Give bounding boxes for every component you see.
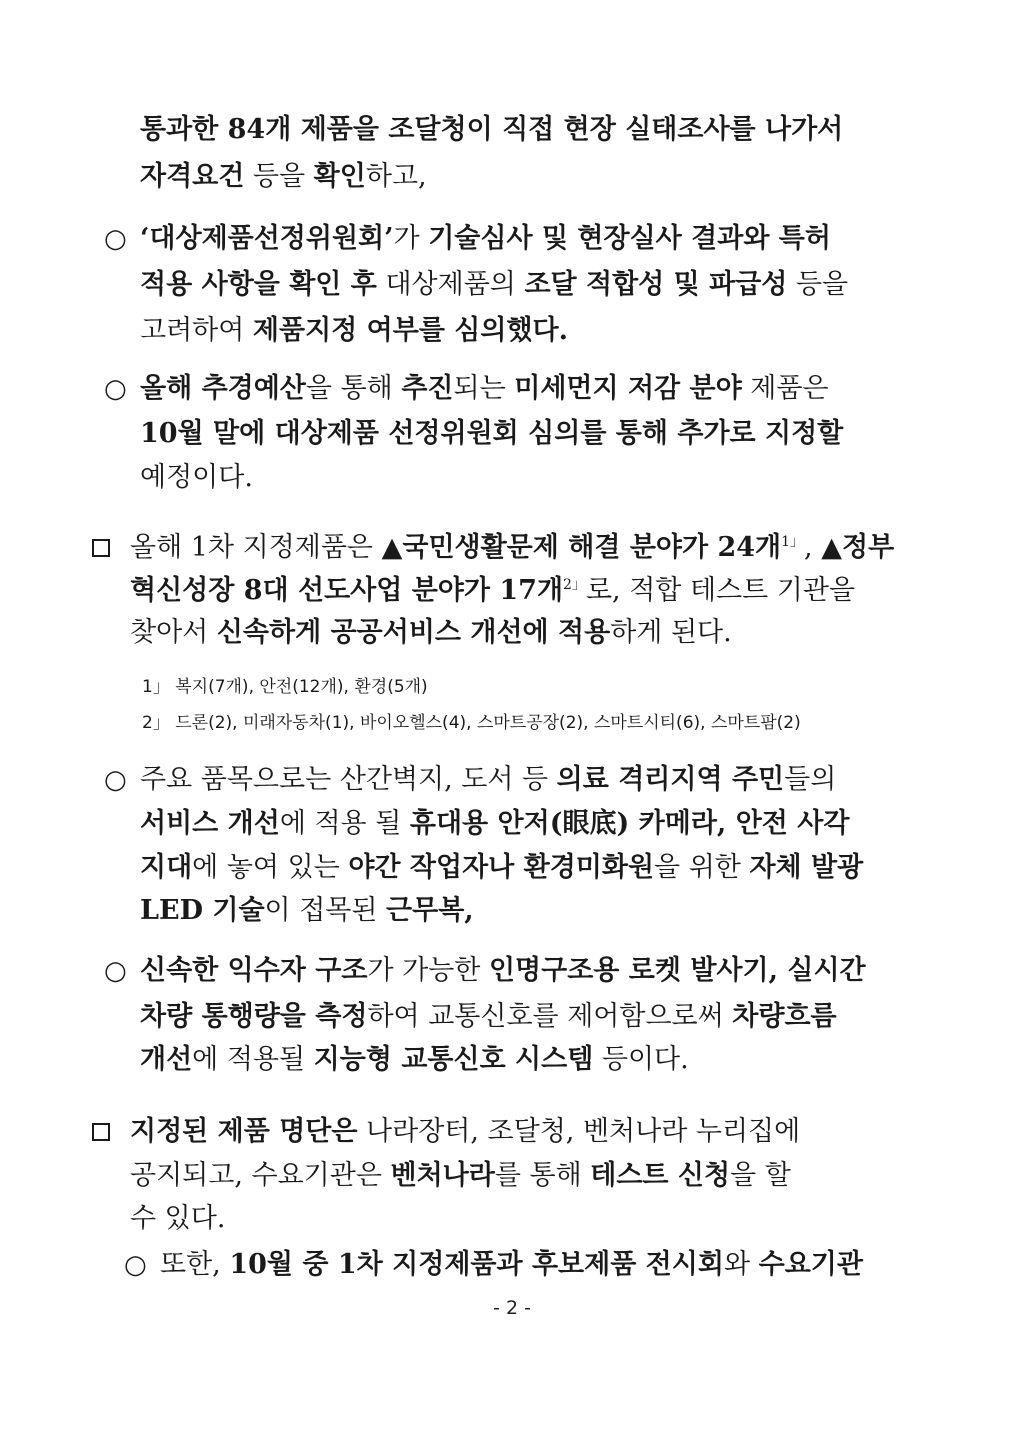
paragraph-line bbox=[130, 528, 894, 568]
text-run: 에 적용될 bbox=[192, 1044, 314, 1075]
text-run: 들의 bbox=[784, 764, 837, 795]
bold-text-run: 올해 추경예산 bbox=[140, 373, 306, 404]
paragraph-line bbox=[140, 265, 848, 305]
bold-text-run: 기술심사 및 현장실사 결과와 특허 bbox=[428, 223, 831, 254]
paragraph-line bbox=[140, 458, 253, 498]
bold-text-run: 미세먼지 저감 분야 bbox=[514, 373, 742, 404]
bold-text-run: 휴대용 안저(眼底) 카메라, 안전 사각 bbox=[409, 808, 850, 839]
bold-text-run: 근무복, bbox=[386, 895, 474, 926]
circle-bullet-icon: ○ bbox=[104, 224, 127, 254]
footnote: 1」 복지(7개), 안전(12개), 환경(5개) bbox=[142, 677, 428, 697]
bold-text-run: 의료 격리지역 주민 bbox=[556, 764, 785, 795]
circle-bullet-icon: ○ bbox=[104, 956, 127, 986]
bold-text-run: 통과한 84개 제품을 조달청이 직접 현장 실태조사를 나가서 bbox=[140, 114, 844, 145]
paragraph-line bbox=[140, 760, 836, 800]
text-run: 주요 품목으로는 산간벽지, 도서 등 bbox=[140, 764, 557, 795]
text-run: 제품은 bbox=[741, 373, 829, 404]
bold-text-run: 혁신성장 8대 선도사업 분야가 17개 bbox=[130, 575, 564, 606]
bold-text-run: 수요기관 bbox=[758, 1249, 863, 1280]
text-run: 예정이다. bbox=[140, 462, 253, 493]
paragraph-line bbox=[140, 804, 849, 844]
paragraph-line bbox=[130, 613, 732, 653]
text-run: 고려하여 bbox=[140, 315, 253, 346]
text-run: 등을 bbox=[244, 161, 314, 192]
square-bullet-icon bbox=[92, 539, 110, 557]
paragraph-line bbox=[130, 571, 855, 611]
paragraph-line bbox=[140, 157, 427, 197]
text-run: 대상제품의 bbox=[376, 269, 525, 300]
circle-bullet-icon: ○ bbox=[104, 374, 127, 404]
bold-text-run: ▲국민생활문제 해결 분야가 24개 bbox=[381, 532, 782, 563]
text-run: 을 할 bbox=[730, 1160, 791, 1191]
text-run: 수 있다. bbox=[130, 1203, 226, 1234]
bold-text-run: 차량 통행량을 측정 bbox=[140, 1001, 368, 1032]
footnote-ref: 2」 bbox=[563, 577, 586, 593]
text-run: 와 bbox=[723, 1249, 759, 1280]
paragraph-line bbox=[140, 219, 831, 259]
text-run: 에 적용 될 bbox=[279, 808, 410, 839]
bold-text-run: 10월 중 1차 지정제품과 후보제품 전시회 bbox=[229, 1249, 724, 1280]
bold-text-run: 신속하게 공공서비스 개선에 적용 bbox=[216, 617, 611, 648]
text-run: 가 bbox=[393, 223, 429, 254]
text-run: 하여 교통신호를 제어함으로써 bbox=[367, 1001, 733, 1032]
paragraph-line bbox=[160, 1245, 863, 1285]
text-run: , bbox=[804, 532, 822, 563]
paragraph-line bbox=[140, 891, 474, 931]
bold-text-run: 자격요건 bbox=[140, 161, 245, 192]
text-run: 하고, bbox=[365, 161, 427, 192]
bold-text-run: 적용 사항을 확인 후 bbox=[140, 269, 377, 300]
paragraph-line bbox=[140, 110, 843, 150]
bold-text-run: 추진 bbox=[401, 373, 454, 404]
paragraph-line bbox=[130, 1112, 800, 1152]
text-run: 또한, bbox=[160, 1249, 230, 1280]
square-bullet-icon bbox=[92, 1123, 110, 1141]
paragraph-line bbox=[140, 311, 568, 351]
text-run: 을 위한 bbox=[654, 852, 750, 883]
paragraph-line bbox=[140, 848, 863, 888]
text-run: 로, 적합 테스트 기관을 bbox=[585, 575, 856, 606]
paragraph-line bbox=[130, 1156, 791, 1196]
bold-text-run: 지정된 제품 명단은 bbox=[130, 1116, 358, 1147]
text-run: 되는 bbox=[453, 373, 515, 404]
bold-text-run: 조달 적합성 및 파급성 bbox=[524, 269, 788, 300]
paragraph-line bbox=[140, 369, 829, 409]
paragraph-line bbox=[130, 1199, 225, 1239]
circle-bullet-icon: ○ bbox=[104, 765, 127, 795]
text-run: 하게 된다. bbox=[610, 617, 732, 648]
bold-text-run: LED 기술 bbox=[140, 895, 265, 926]
bold-text-run: 확인 bbox=[313, 161, 366, 192]
text-run: 등을 bbox=[787, 269, 849, 300]
paragraph-line bbox=[140, 1040, 689, 1080]
paragraph-line bbox=[140, 414, 843, 454]
text-run: 를 통해 bbox=[494, 1160, 591, 1191]
page-number: - 2 - bbox=[493, 1297, 531, 1319]
paragraph-line bbox=[140, 997, 837, 1037]
text-run: 을 통해 bbox=[305, 373, 402, 404]
footnote: 2」 드론(2), 미래자동차(1), 바이오헬스(4), 스마트공장(2), 스마트시티(6), 스마트팜(2) bbox=[142, 713, 801, 733]
text-run: 찾아서 bbox=[130, 617, 217, 648]
bold-text-run: 차량흐름 bbox=[732, 1001, 837, 1032]
bold-text-run: ‘대상제품선정위원회’ bbox=[140, 223, 394, 254]
bold-text-run: 10월 말에 대상제품 선정위원회 심의를 통해 추가로 지정할 bbox=[140, 418, 844, 449]
bold-text-run: 벤처나라 bbox=[390, 1160, 495, 1191]
bold-text-run: 신속한 익수자 구조 bbox=[140, 955, 368, 986]
text-run: 공지되고, 수요기관은 bbox=[130, 1160, 391, 1191]
bold-text-run: 인명구조용 로켓 발사기, 실시간 bbox=[488, 955, 866, 986]
bold-text-run: 자체 발광 bbox=[749, 852, 864, 883]
text-run: 나라장터, 조달청, 벤처나라 누리집에 bbox=[357, 1116, 801, 1147]
bold-text-run: 지대 bbox=[140, 852, 193, 883]
paragraph-line bbox=[140, 951, 866, 991]
circle-bullet-icon: ○ bbox=[124, 1250, 147, 1280]
text-run: 올해 1차 지정제품은 bbox=[130, 532, 382, 563]
bold-text-run: 야간 작업자나 환경미화원 bbox=[348, 852, 655, 883]
bold-text-run: ▲정부 bbox=[821, 532, 895, 563]
bold-text-run: 서비스 개선 bbox=[140, 808, 280, 839]
bold-text-run: 개선 bbox=[140, 1044, 193, 1075]
bold-text-run: 테스트 신청 bbox=[590, 1160, 731, 1191]
bold-text-run: 제품지정 여부를 심의했다. bbox=[252, 315, 569, 346]
bold-text-run: 지능형 교통신호 시스템 bbox=[313, 1044, 594, 1075]
text-run: 에 놓여 있는 bbox=[192, 852, 349, 883]
text-run: 등이다. bbox=[593, 1044, 689, 1075]
text-run: 이 접목된 bbox=[264, 895, 387, 926]
text-run: 가 가능한 bbox=[367, 955, 489, 986]
footnote-ref: 1」 bbox=[781, 534, 805, 550]
